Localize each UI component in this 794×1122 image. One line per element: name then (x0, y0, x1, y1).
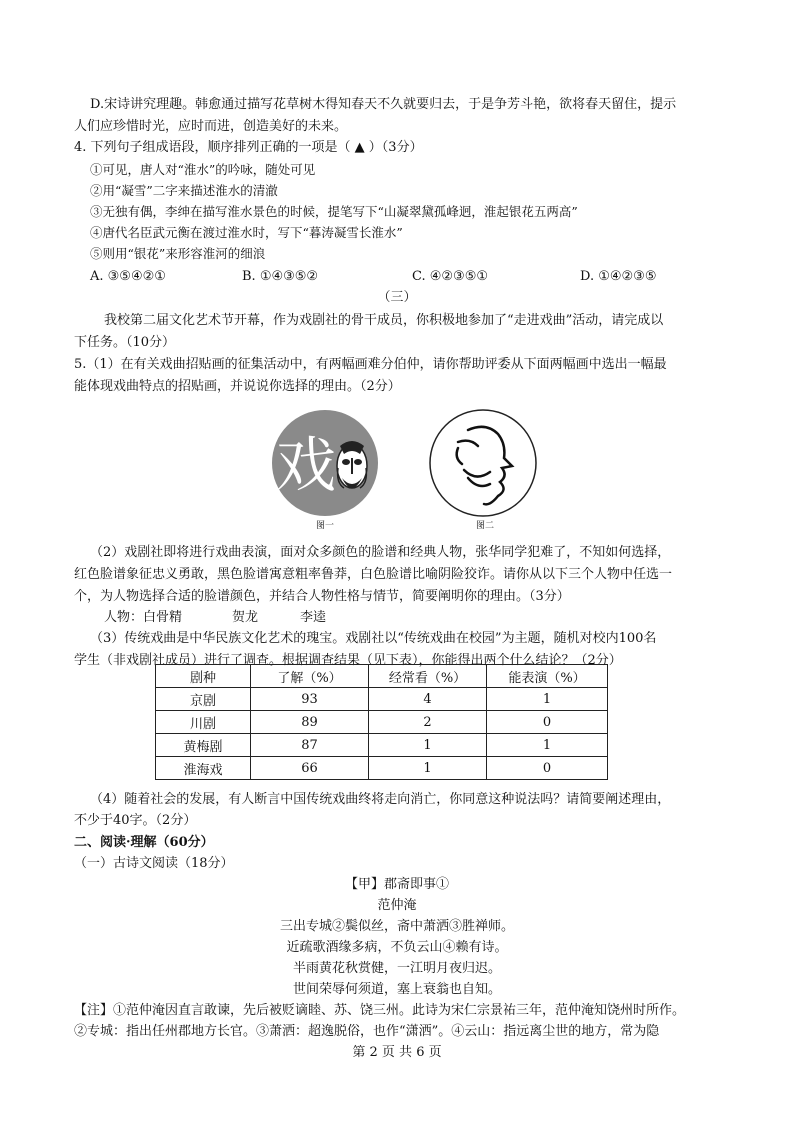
table-cell: 京剧 (156, 688, 251, 711)
choice-a: A. ③⑤④②① (90, 269, 166, 284)
poem-author: 范仲淹 (377, 898, 417, 913)
table-header: 了解（%） (251, 665, 369, 688)
option-d-line-1: D.宋诗讲究理趣。韩愈通过描写花草树木得知春天不久就要归去，于是争芳斗艳，欲将春天留住，提示 (90, 97, 677, 112)
part-2-heading: 二、阅读·理解（60分） (74, 835, 214, 850)
table-cell: 黄梅剧 (156, 734, 251, 757)
q5-part3-line-2: 学生（非戏剧社成员）进行了调查。根据调查结果（见下表），你能得出两个什么结论？（2分） (74, 653, 622, 668)
table-cell: 66 (251, 757, 369, 780)
poem-title: 【甲】郡斋即事① (344, 877, 449, 892)
figure-1-poster (270, 408, 380, 518)
note-line-2: ②专城：指出任州郡地方长官。③萧洒：超逸脱俗，也作“潇洒”。④云山：指远离尘世的地方，常为隐 (74, 1024, 660, 1039)
table-cell: 0 (487, 711, 608, 734)
survey-table (155, 664, 608, 780)
q5-part4-line-1: （4）随着社会的发展，有人断言中国传统戏曲终将走向消亡，你同意这种说法吗？请简要阐述理由， (90, 792, 671, 807)
person-3: 李逵 (300, 610, 327, 625)
table-row (156, 711, 608, 734)
section-1-heading: （一）古诗文阅读（18分） (74, 856, 234, 871)
option-d-line-2: 人们应珍惜时光，应时而进，创造美好的未来。 (74, 119, 348, 134)
table-cell: 1 (487, 688, 608, 711)
q5-part1-line-2: 能体现戏曲特点的招贴画，并说说你选择的理由。（2分） (74, 379, 401, 394)
section-3-heading: （三） (377, 290, 417, 305)
poem-line-3: 半雨黄花秋赏健，一江明月夜归迟。 (292, 961, 501, 976)
table-row (156, 757, 608, 780)
person-2: 贺龙 (232, 610, 259, 625)
table-cell: 1 (487, 734, 608, 757)
table-header: 能表演（%） (487, 665, 608, 688)
people-label: 人物：白骨精 (104, 610, 183, 625)
q5-part2-line-1: （2）戏剧社即将进行戏曲表演，面对众多颜色的脸谱和经典人物，张华同学犯难了，不知如何选择， (90, 545, 671, 560)
table-cell: 1 (369, 734, 487, 757)
q5-part2-line-2: 红色脸谱象征忠义勇敢，黑色脸谱寓意粗率鲁莽，白色脸谱比喻阴险狡诈。请你从以下三个人物中任选一 (74, 567, 673, 582)
page-footer: 第 2 页 共 6 页 (352, 1045, 442, 1060)
q5-part4-line-2: 不少于40字。（2分） (74, 813, 197, 828)
figure-2-poster (428, 408, 538, 518)
table-cell: 4 (369, 688, 487, 711)
sentence-1: ①可见，唐人对“淮水”的吟咏，随处可见 (90, 162, 316, 177)
intro-line-1: 我校第二届文化艺术节开幕，作为戏剧社的骨干成员，你积极地参加了“走进戏曲”活动，请完成以 (104, 313, 664, 328)
table-row (156, 688, 608, 711)
table-header-row (156, 665, 608, 688)
figure-2-caption: 图二 (476, 521, 495, 531)
choice-c: C. ④②③⑤① (412, 269, 489, 284)
sentence-4: ④唐代名臣武元衡在渡过淮水时，写下“暮涛凝雪长淮水” (90, 225, 403, 240)
figure-1-caption: 图一 (316, 521, 335, 531)
table-cell: 0 (487, 757, 608, 780)
table-header: 经常看（%） (369, 665, 487, 688)
poem-line-4: 世间荣辱何须道，塞上衰翁也自知。 (292, 982, 501, 997)
intro-line-2: 下任务。（10分） (74, 335, 176, 350)
table-row (156, 734, 608, 757)
choice-d: D. ①④②③⑤ (580, 269, 657, 284)
poem-line-1: 三出专城②鬓似丝，斋中萧洒③胜禅师。 (279, 919, 514, 934)
q5-part2-line-3: 个，为人物选择合适的脸谱颜色，并结合人物性格与情节，简要阐明你的理由。（3分） (74, 589, 570, 604)
q5-part3-line-1: （3）传统戏曲是中华民族文化艺术的瑰宝。戏剧社以“传统戏曲在校园”为主题，随机对校内100名 (90, 631, 657, 646)
choice-b: B. ①④③⑤② (242, 269, 319, 284)
table-cell: 1 (369, 757, 487, 780)
table-cell: 89 (251, 711, 369, 734)
opera-mask-icon (337, 441, 367, 488)
sentence-2: ②用“凝雪”二字来描述淮水的清澈 (90, 183, 278, 198)
poem-line-2: 近疏歌酒缘多病，不负云山④赖有诗。 (286, 940, 508, 955)
table-cell: 93 (251, 688, 369, 711)
table-cell: 87 (251, 734, 369, 757)
table-header: 剧种 (156, 665, 251, 688)
table-cell: 川剧 (156, 711, 251, 734)
q5-part1-line-1: 5.（1）在有关戏曲招贴画的征集活动中，有两幅画难分伯仲，请你帮助评委从下面两幅画中选出一幅最 (74, 357, 667, 372)
sentence-3: ③无独有偶，李绅在描写淮水景色的时候，提笔写下“山凝翠黛孤峰迥，淮起银花五两高” (90, 204, 578, 219)
sentence-5: ⑤则用“银花”来形容淮河的细浪 (90, 246, 266, 261)
table-cell: 淮海戏 (156, 757, 251, 780)
question-4: 4. 下列句子组成语段，顺序排列正确的一项是（ ▲ ）（3分） (74, 140, 423, 155)
note-line-1: 【注】①范仲淹因直言敢谏，先后被贬谪睦、苏、饶三州。此诗为宋仁宗景祐三年，范仲淹知饶州时所作。 (74, 1003, 686, 1018)
table-cell: 2 (369, 711, 487, 734)
figure-1-character: 戏 (276, 431, 336, 501)
